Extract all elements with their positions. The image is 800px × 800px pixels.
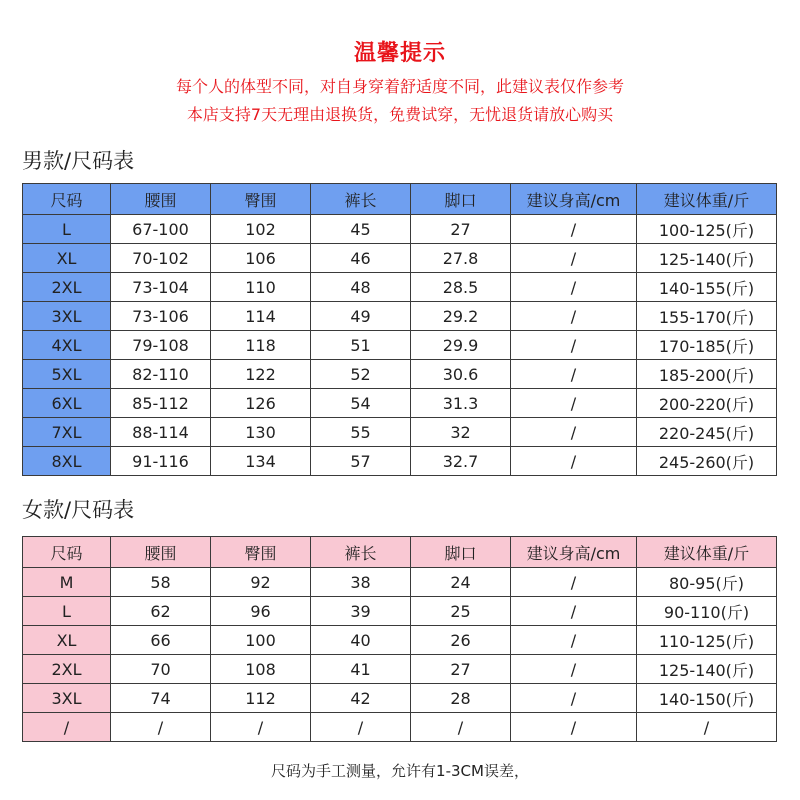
table-cell: 122 bbox=[211, 360, 311, 389]
table-cell: 102 bbox=[211, 215, 311, 244]
table-row bbox=[23, 597, 777, 626]
table-cell: 54 bbox=[311, 389, 411, 418]
table-cell: / bbox=[511, 626, 637, 655]
notice-line-1: 每个人的体型不同，对自身穿着舒适度不同，此建议表仅作参考 bbox=[175, 77, 624, 96]
table-cell: / bbox=[511, 447, 637, 476]
table-cell: 52 bbox=[311, 360, 411, 389]
women-header-cell: 腰围 bbox=[111, 537, 211, 568]
table-cell: 30.6 bbox=[411, 360, 511, 389]
table-cell: 26 bbox=[411, 626, 511, 655]
table-cell: 62 bbox=[111, 597, 211, 626]
table-cell: 38 bbox=[311, 568, 411, 597]
table-cell: 25 bbox=[411, 597, 511, 626]
size-label-cell: / bbox=[23, 713, 111, 742]
table-cell: 58 bbox=[111, 568, 211, 597]
men-header-cell: 脚口 bbox=[411, 184, 511, 215]
measurement-note: 尺码为手工测量，允许有1-3CM误差， bbox=[271, 762, 529, 780]
size-label-cell: L bbox=[23, 597, 111, 626]
men-header-cell: 尺码 bbox=[23, 184, 111, 215]
table-cell: 57 bbox=[311, 447, 411, 476]
size-label-cell: 2XL bbox=[23, 655, 111, 684]
women-table-header bbox=[23, 537, 777, 568]
table-cell: / bbox=[511, 273, 637, 302]
table-cell: / bbox=[211, 713, 311, 742]
table-cell: 88-114 bbox=[111, 418, 211, 447]
table-cell: / bbox=[511, 244, 637, 273]
table-cell: 49 bbox=[311, 302, 411, 331]
women-header-cell: 臀围 bbox=[211, 537, 311, 568]
table-row bbox=[23, 360, 777, 389]
table-cell: 28.5 bbox=[411, 273, 511, 302]
table-cell: 27 bbox=[411, 215, 511, 244]
table-cell: 170-185(斤) bbox=[637, 331, 777, 360]
table-cell: 74 bbox=[111, 684, 211, 713]
size-label-cell: 5XL bbox=[23, 360, 111, 389]
table-cell: / bbox=[511, 418, 637, 447]
table-cell: 100-125(斤) bbox=[637, 215, 777, 244]
women-size-chart-title: 女款/尺码表 bbox=[22, 498, 135, 522]
table-cell: / bbox=[411, 713, 511, 742]
table-cell: 24 bbox=[411, 568, 511, 597]
size-label-cell: 4XL bbox=[23, 331, 111, 360]
men-table-body bbox=[23, 215, 777, 476]
table-cell: 31.3 bbox=[411, 389, 511, 418]
table-row bbox=[23, 389, 777, 418]
table-cell: 200-220(斤) bbox=[637, 389, 777, 418]
table-cell: / bbox=[511, 655, 637, 684]
table-cell: 45 bbox=[311, 215, 411, 244]
table-row bbox=[23, 244, 777, 273]
table-cell: 108 bbox=[211, 655, 311, 684]
table-row bbox=[23, 568, 777, 597]
table-cell: 85-112 bbox=[111, 389, 211, 418]
table-cell: 32.7 bbox=[411, 447, 511, 476]
table-cell: 46 bbox=[311, 244, 411, 273]
table-row bbox=[23, 331, 777, 360]
size-label-cell: 6XL bbox=[23, 389, 111, 418]
notice-line-2: 本店支持7天无理由退换货，免费试穿，无忧退货请放心购买 bbox=[186, 105, 614, 124]
size-label-cell: 3XL bbox=[23, 302, 111, 331]
table-row bbox=[23, 626, 777, 655]
table-row bbox=[23, 655, 777, 684]
table-cell: 41 bbox=[311, 655, 411, 684]
table-cell: 134 bbox=[211, 447, 311, 476]
women-size-table bbox=[22, 536, 777, 742]
table-cell: 125-140(斤) bbox=[637, 244, 777, 273]
men-header-cell: 建议体重/斤 bbox=[637, 184, 777, 215]
table-cell: 29.2 bbox=[411, 302, 511, 331]
size-label-cell: 7XL bbox=[23, 418, 111, 447]
table-row bbox=[23, 713, 777, 742]
table-row bbox=[23, 418, 777, 447]
size-label-cell: M bbox=[23, 568, 111, 597]
table-cell: 39 bbox=[311, 597, 411, 626]
table-cell: 106 bbox=[211, 244, 311, 273]
table-cell: 48 bbox=[311, 273, 411, 302]
table-cell: 245-260(斤) bbox=[637, 447, 777, 476]
table-cell: 155-170(斤) bbox=[637, 302, 777, 331]
table-cell: 91-116 bbox=[111, 447, 211, 476]
table-cell: 92 bbox=[211, 568, 311, 597]
table-cell: 185-200(斤) bbox=[637, 360, 777, 389]
notice-title: 温馨提示 bbox=[353, 41, 446, 66]
table-cell: / bbox=[511, 215, 637, 244]
table-row bbox=[23, 215, 777, 244]
size-label-cell: XL bbox=[23, 626, 111, 655]
table-cell: / bbox=[511, 597, 637, 626]
table-row bbox=[23, 302, 777, 331]
table-cell: / bbox=[511, 360, 637, 389]
table-cell: 82-110 bbox=[111, 360, 211, 389]
table-cell: 126 bbox=[211, 389, 311, 418]
men-table-header bbox=[23, 184, 777, 215]
table-cell: 220-245(斤) bbox=[637, 418, 777, 447]
table-cell: 42 bbox=[311, 684, 411, 713]
table-cell: / bbox=[511, 331, 637, 360]
table-cell: 66 bbox=[111, 626, 211, 655]
table-cell: 73-104 bbox=[111, 273, 211, 302]
table-cell: / bbox=[511, 568, 637, 597]
table-cell: 140-155(斤) bbox=[637, 273, 777, 302]
women-header-cell: 建议身高/cm bbox=[511, 537, 637, 568]
women-header-cell: 脚口 bbox=[411, 537, 511, 568]
table-cell: 27 bbox=[411, 655, 511, 684]
table-cell: 90-110(斤) bbox=[637, 597, 777, 626]
size-label-cell: XL bbox=[23, 244, 111, 273]
women-header-cell: 建议体重/斤 bbox=[637, 537, 777, 568]
men-header-cell: 裤长 bbox=[311, 184, 411, 215]
table-cell: 73-106 bbox=[111, 302, 211, 331]
table-cell: 140-150(斤) bbox=[637, 684, 777, 713]
size-label-cell: 3XL bbox=[23, 684, 111, 713]
table-cell: 114 bbox=[211, 302, 311, 331]
table-cell: / bbox=[311, 713, 411, 742]
table-cell: 96 bbox=[211, 597, 311, 626]
men-header-cell: 建议身高/cm bbox=[511, 184, 637, 215]
table-cell: 79-108 bbox=[111, 331, 211, 360]
table-cell: 28 bbox=[411, 684, 511, 713]
table-cell: 55 bbox=[311, 418, 411, 447]
table-cell: 130 bbox=[211, 418, 311, 447]
table-cell: / bbox=[511, 684, 637, 713]
table-cell: 110 bbox=[211, 273, 311, 302]
table-cell: / bbox=[511, 389, 637, 418]
table-cell: 70 bbox=[111, 655, 211, 684]
table-cell: 51 bbox=[311, 331, 411, 360]
table-row bbox=[23, 447, 777, 476]
women-header-cell: 裤长 bbox=[311, 537, 411, 568]
men-size-chart-title: 男款/尺码表 bbox=[22, 149, 135, 173]
size-label-cell: 2XL bbox=[23, 273, 111, 302]
women-table-body bbox=[23, 568, 777, 742]
men-header-cell: 腰围 bbox=[111, 184, 211, 215]
table-cell: 27.8 bbox=[411, 244, 511, 273]
table-cell: / bbox=[637, 713, 777, 742]
table-cell: 125-140(斤) bbox=[637, 655, 777, 684]
table-cell: / bbox=[111, 713, 211, 742]
size-label-cell: L bbox=[23, 215, 111, 244]
table-cell: 32 bbox=[411, 418, 511, 447]
table-cell: 112 bbox=[211, 684, 311, 713]
men-header-cell: 臀围 bbox=[211, 184, 311, 215]
women-header-cell: 尺码 bbox=[23, 537, 111, 568]
size-label-cell: 8XL bbox=[23, 447, 111, 476]
table-cell: / bbox=[511, 302, 637, 331]
table-cell: 110-125(斤) bbox=[637, 626, 777, 655]
table-cell: 67-100 bbox=[111, 215, 211, 244]
table-cell: 118 bbox=[211, 331, 311, 360]
table-cell: 29.9 bbox=[411, 331, 511, 360]
table-cell: 40 bbox=[311, 626, 411, 655]
table-row bbox=[23, 273, 777, 302]
table-cell: 100 bbox=[211, 626, 311, 655]
table-row bbox=[23, 684, 777, 713]
table-cell: / bbox=[511, 713, 637, 742]
table-cell: 70-102 bbox=[111, 244, 211, 273]
table-cell: 80-95(斤) bbox=[637, 568, 777, 597]
men-size-table bbox=[22, 183, 777, 476]
